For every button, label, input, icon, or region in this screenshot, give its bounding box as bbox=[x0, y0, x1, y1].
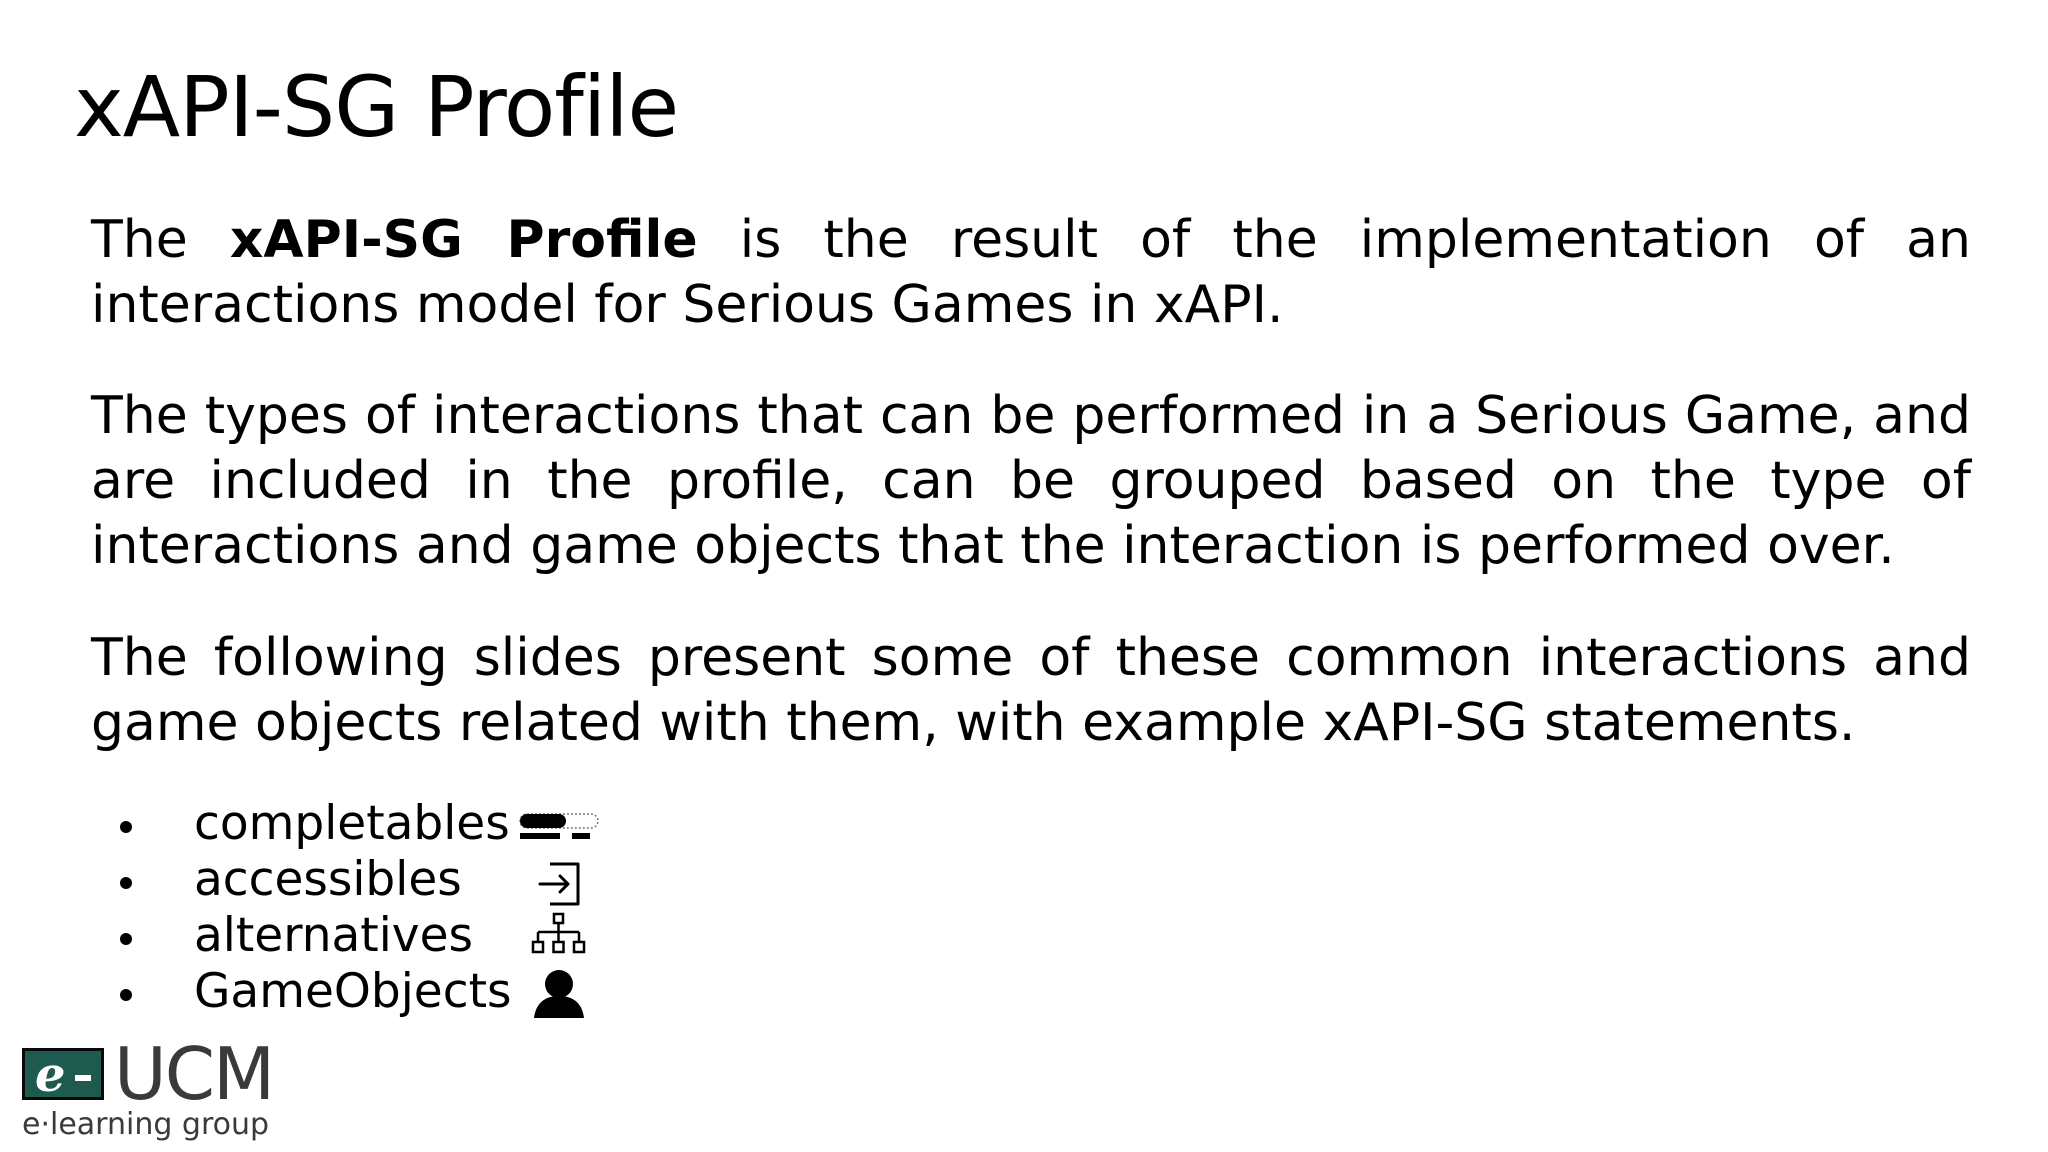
bullet-label-completables: completables bbox=[194, 796, 510, 851]
following-slides-paragraph: The following slides present some of these common interactions and game objects related with them, with example xAPI-SG statements. bbox=[91, 628, 1971, 753]
intro-paragraph bbox=[91, 208, 1971, 338]
hierarchy-icon bbox=[518, 908, 600, 964]
progress-bar-icon bbox=[518, 796, 600, 852]
bullet-label-alternatives: alternatives bbox=[194, 908, 473, 963]
ucm-elearning-logo bbox=[22, 1032, 292, 1146]
intro-lead: The bbox=[91, 210, 230, 270]
logo-mark-letter: e bbox=[35, 1047, 66, 1103]
logo-mark-dash bbox=[75, 1075, 91, 1081]
bullet-dot bbox=[120, 877, 132, 889]
logo-subtitle: e·learning group bbox=[22, 1107, 270, 1142]
bullet-dot bbox=[120, 933, 132, 945]
intro-bold-term: xAPI-SG Profile bbox=[229, 210, 698, 270]
bullet-dot bbox=[120, 989, 132, 1001]
intro-rest: is the result of the implementation of an interactions model for Serious Games in xAPI. bbox=[91, 210, 1972, 335]
bullet-label-accessibles: accessibles bbox=[194, 852, 462, 907]
logo-name: UCM bbox=[114, 1032, 274, 1116]
enter-icon bbox=[518, 852, 600, 908]
interaction-types-paragraph: The types of interactions that can be performed in a Serious Game, and are included in the profile, can be grouped based on the type of interactions and game objects that the interaction is performed over. bbox=[91, 386, 1971, 576]
bullet-dot bbox=[120, 821, 132, 833]
logo-mark bbox=[22, 1047, 104, 1103]
user-icon bbox=[518, 964, 600, 1020]
slide-title: xAPI-SG Profile bbox=[74, 58, 679, 156]
bullet-label-gameobjects: GameObjects bbox=[194, 964, 512, 1019]
